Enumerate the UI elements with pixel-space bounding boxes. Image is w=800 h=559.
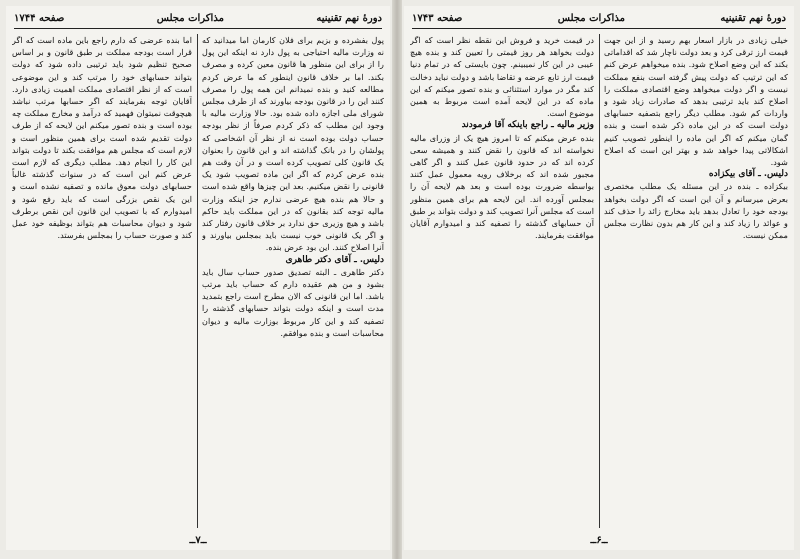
right-page-header <box>412 10 786 26</box>
right-page-column-right <box>604 34 788 528</box>
book-gutter <box>392 0 402 559</box>
right-col-right-tail: بیکزاده ـ بنده در این مسئله یک مطلب مختصری بعرض میرسانم و آن این است که اگر دولت بخواهد بودجه خود را تعادل بدهد باید مخارج زائد را حذف کند و عوائد را زیاد کند و این کار هم بدون نظارت مجلس ممکن نیست. <box>604 181 788 241</box>
right-col-right-heading: دلیس. ـ آقای بیکزاده <box>708 169 788 180</box>
right-col-left-heading: وزیر مالیه ـ راجع باینکه آقا فرمودند <box>461 120 594 131</box>
right-col-left-text: در قیمت خرید و فروش این نقطه نظر است که اگر دولت بخواهد هر روز قیمتی را تعیین کند و بنده هیچ عیبی در این کار نمیبینم. چون بایستی که در تمام دنیا قیمت ارز تابع عرضه و تقاضا باشد و دولت نباید دخالت کند مگر در موارد استثنائی و بنده تصور میکنم که این ماده که در این لایحه آمده است مربوط به همین موضوع است. <box>410 35 594 119</box>
left-page-header <box>14 10 382 26</box>
left-header-title: مذاکرات مجلس <box>156 12 224 24</box>
right-header-session: دورهٔ نهم تقنینیه <box>720 12 786 24</box>
left-header-session: دورهٔ نهم تقنینیه <box>316 12 382 24</box>
left-page-footer: ــ۷ــ <box>189 535 207 546</box>
right-page <box>404 6 794 550</box>
right-column-divider <box>599 34 600 528</box>
left-column-divider <box>197 34 198 528</box>
right-col-right-text: خیلی زیادی در بازار اسعار بهم رسید و از این جهت قیمت ارز ترقی کرد و بعد دولت ناچار شد که اقداماتی بکند که این وضع اصلاح شود. بنده میخواهم عرض کنم که این ترتیب که دولت پیش گرفته است بنفع مملکت نیست و اگر دولت میخواهد وضع اقتصادی مملکت را اصلاح کند باید ترتیبی بدهد که صادرات زیاد شود و واردات کم شود. مطلب دیگر راجع بتصفیه حسابهای دولت است که در این ماده ذکر شده است و بنده گمان میکنم که اگر این ماده را اینطور تصویب کنیم اشکالاتی پیدا خواهد شد و بهتر این است که اصلاح شود. <box>604 35 788 168</box>
left-page <box>6 6 390 550</box>
right-header-rule <box>412 28 786 29</box>
left-page-column-right <box>202 34 384 528</box>
right-col-left-tail: بنده عرض میکنم که تا امروز هیچ یک از وزرای مالیه نخواسته اند که قانون را نقض کنند و همیشه سعی کرده اند که در حدود قانون عمل کنند و اگر گاهی مجبور شده اند که برخلاف رویه معمول عمل کنند بواسطه ضرورت بوده است و بعد هم لایحه آن را بمجلس آورده اند. این لایحه هم برای همین منظور است که مجلس آنرا تصویب کند و دولت بتواند بر طبق آن حسابهای گذشته را تصفیه کند و امیدوارم آقایان موافقت بفرمایند. <box>410 132 594 241</box>
left-header-rule <box>14 28 382 29</box>
left-col-left-text: اما بنده عرضی که دارم راجع باین ماده است که اگر قرار است بودجه مملکت بر طبق قانون و بر اساس صحیح تنظیم شود باید ترتیبی داده شود که دولت بتواند حسابهای خود را مرتب کند و این موضوعی است که از نظر اقتصادی مملکت اهمیت زیادی دارد. آقایان توجه بفرمایند که اگر حسابها مرتب نباشد هیچوقت نمیتوان فهمید که درآمد و مخارج مملکت چه بوده است و بنده تصور میکنم این لایحه که از طرف دولت تقدیم شده است برای همین منظور است و لازم است که مجلس هم موافقت بکند تا دولت بتواند این کار را انجام دهد. مطلب دیگری که لازم است عرض کنم این است که در سنوات گذشته غالباً حسابهای دولت معوق مانده و تصفیه نشده است و این یک نقص بزرگی است که باید رفع شود و امیدوارم که با تصویب این قانون این نقص برطرف شود و دیوان محاسبات هم بتواند بوظیفه خود عمل کند و صورت حساب را بمجلس بفرستد. <box>12 35 192 241</box>
right-page-footer: ــ۶ــ <box>590 535 608 546</box>
right-page-column-left <box>410 34 594 528</box>
right-header-page-number: صفحه ۱۷۴۳ <box>412 12 463 24</box>
left-page-column-left <box>12 34 192 528</box>
left-col-right-tail: دکتر طاهری ـ البته تصدیق صدور حساب سال باید بشود و من هم عقیده دارم که حساب باید مرتب باشد. اما این قانونی که الان مطرح است راجع بتمدید مدت است و اینکه دولت بتواند حسابهای گذشته را تصفیه کند و این کار مربوط بوزارت مالیه و دیوان محاسبات است و بنده موافقم. <box>202 266 384 338</box>
right-header-title: مذاکرات مجلس <box>557 12 625 24</box>
left-col-right-text: پول بفشرده و بزیم برای فلان کارمان اما میدانید که نه وزارت مالیه احتیاجی به پول دارد نه اینکه این پول را از برای این منظور ها قانون معین کرده و مصرف بکند. اما بر خلاف قانون اینطور که ما عرض کردم مطالعه کنید و بنده نمیدانم این همه پول را مصرف کنند این را در قانون بودجه بیاورند که از طرف مجلس شورای ملی اجازه داده شده بود. حالا وزارت مالیه با وجود این مطلب که ذکر کردم صرفاً از نظر بودجه حساب دولت بوده است نه از نظر آن اشخاصی که پولشان را در بانک گذاشته اند و این قانون را بعنوان یک قانون کلی تصویب کرده است و در آن وقت هم بنده عرض کردم که اگر این ماده تصویب شود یک قانونی را نقض میکنیم. بعد این چیزها واقع شده است و حالا هم بنده هیچ عرضی ندارم جز اینکه وزارت مالیه توجه کند بقانون که در این مملکت باید حاکم باشد و هیچ وزیری حق ندارد بر خلاف قانون رفتار کند و اگر یک قانونی خوب نیست باید بمجلس بیاورند و آنرا اصلاح کنند. این بود عرض بنده. <box>202 35 384 253</box>
left-col-right-heading: دلیس. ـ آقای دکتر طاهری <box>285 254 384 265</box>
left-header-page-number: صفحه ۱۷۴۴ <box>14 12 65 24</box>
